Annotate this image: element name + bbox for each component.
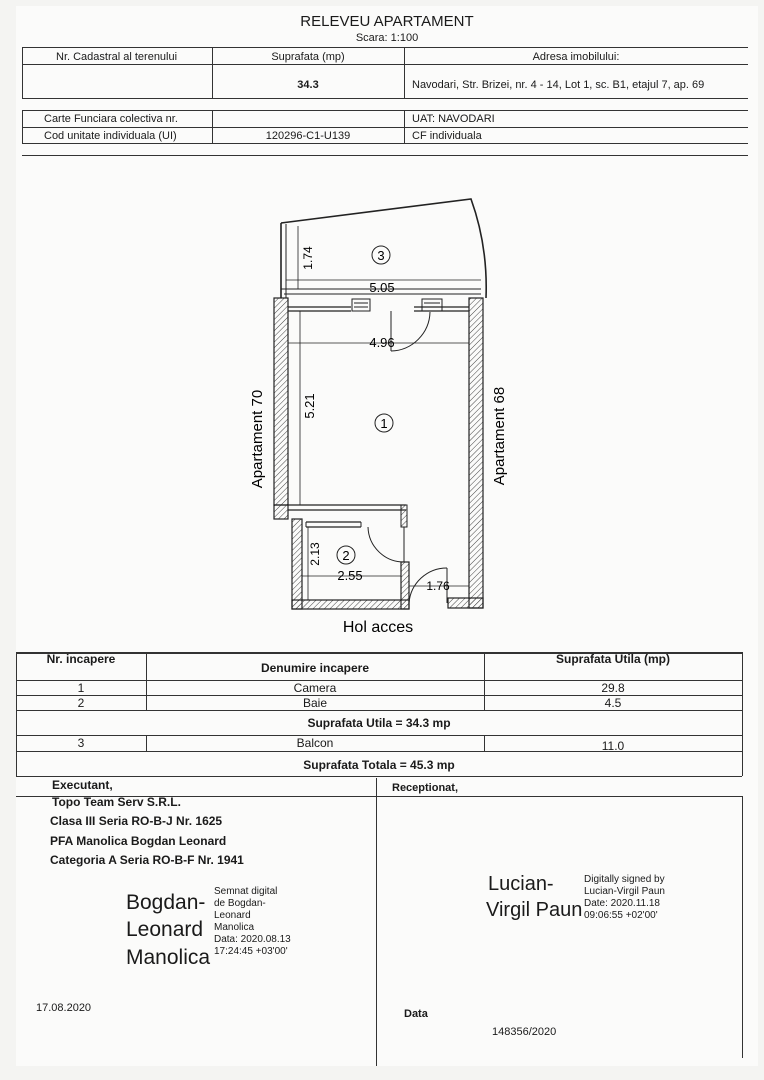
data-label: Data [404, 1008, 428, 1020]
sig1-text-6: 17:24:45 +03'00' [214, 946, 288, 957]
row-2-area: 4.5 [604, 696, 622, 710]
area-value: 34.3 [297, 79, 319, 91]
right-wall [469, 298, 483, 608]
row-2-name: Baie [302, 696, 328, 710]
sig2-text-2: Lucian-Virgil Paun [584, 886, 665, 897]
sig1-text-2: de Bogdan- [214, 898, 266, 909]
class-line: Clasa III Seria RO-B-J Nr. 1625 [50, 814, 223, 828]
address-label: Adresa imobilului: [532, 51, 620, 63]
sig2-text-1: Digitally signed by [584, 874, 665, 885]
dim-room-width: 4.96 [369, 335, 395, 350]
document-page [16, 6, 758, 1066]
sig1-text-5: Data: 2020.08.13 [214, 934, 291, 945]
dim-balcony-width: 5.05 [369, 280, 395, 295]
svg-text:2: 2 [342, 548, 350, 563]
sig2-text-4: 09:06:55 +02'00' [584, 910, 658, 921]
row-3-area: 11.0 [601, 739, 625, 753]
row-2-nr: 2 [77, 696, 85, 710]
category-line: Categoria A Seria RO-B-F Nr. 1941 [50, 853, 244, 867]
cui-label: Cod unitate individuala (UI) [44, 130, 177, 142]
row-1-nr: 1 [77, 681, 85, 695]
executant-label: Executant, [52, 778, 113, 792]
useful-total: Suprafata Utila = 34.3 mp [307, 716, 451, 730]
sig1-name-3: Manolica [126, 946, 211, 969]
date-left: 17.08.2020 [36, 1002, 92, 1014]
col-area-header: Suprafata Utila (mp) [555, 652, 670, 666]
row-1-area: 29.8 [601, 681, 625, 695]
sig1-text-1: Semnat digital [214, 886, 278, 897]
scale-label: Scara: 1:100 [355, 32, 419, 44]
dim-bath-length: 2.13 [308, 542, 322, 566]
dim-hall-width: 1.76 [426, 579, 450, 593]
col-nr-header: Nr. incapere [46, 652, 116, 666]
row-1-name: Camera [293, 681, 337, 695]
row-3-name: Balcon [296, 736, 334, 750]
address-value: Navodari, Str. Brizei, nr. 4 - 14, Lot 1, sc. B1, etajul 7, ap. 69 [412, 79, 705, 91]
dim-balcony-depth: 1.74 [301, 246, 315, 270]
sig1-name-1: Bogdan- [126, 891, 206, 914]
bath-left-wall [292, 519, 302, 609]
document-title: RELEVEU APARTAMENT [300, 13, 474, 30]
sig2-text-3: Date: 2020.11.18 [584, 898, 660, 909]
company-name: Topo Team Serv S.R.L. [52, 795, 181, 809]
receptionat-label: Receptionat, [392, 782, 459, 794]
pfa-line: PFA Manolica Bogdan Leonard [50, 834, 227, 848]
col-name-header: Denumire incapere [260, 661, 370, 675]
registration-number: 148356/2020 [492, 1026, 557, 1038]
uat-value: UAT: NAVODARI [412, 113, 495, 125]
row-3-nr: 3 [77, 736, 85, 750]
cf-label: Carte Funciara colectiva nr. [44, 113, 178, 125]
cadastral-label: Nr. Cadastral al terenului [56, 51, 178, 63]
left-wall [274, 298, 288, 505]
sig2-name-1: Lucian- [488, 873, 554, 895]
svg-text:1: 1 [380, 416, 388, 431]
grand-total: Suprafata Totala = 45.3 mp [303, 758, 455, 772]
cui-value: 120296-C1-U139 [265, 130, 351, 142]
dim-bath-width: 2.55 [337, 568, 363, 583]
sig1-text-3: Leonard [214, 910, 251, 921]
cf-individual: CF individuala [412, 130, 482, 142]
right-neighbor: Apartament 68 [491, 386, 508, 486]
sig1-text-4: Manolica [214, 922, 255, 933]
svg-text:3: 3 [377, 248, 385, 263]
sig2-name-2: Virgil Paun [486, 899, 583, 921]
area-label: Suprafata (mp) [271, 51, 345, 63]
left-neighbor: Apartament 70 [249, 389, 266, 489]
sig1-name-2: Leonard [126, 918, 204, 941]
dim-room-length: 5.21 [302, 393, 317, 419]
access-hall-label: Hol acces [342, 619, 414, 636]
